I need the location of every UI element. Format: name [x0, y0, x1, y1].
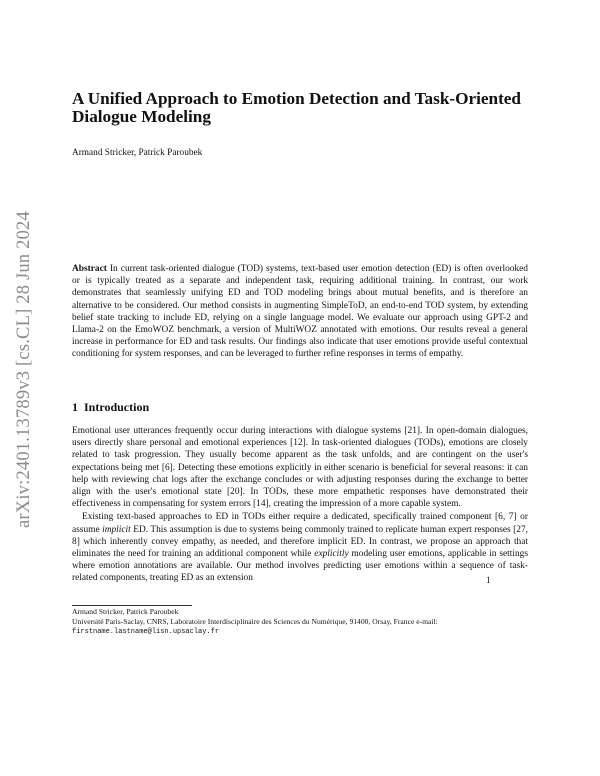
paper-title: A Unified Approach to Emotion Detection and Task-Oriented Dialogue Modeling [72, 89, 521, 126]
section-heading-introduction [72, 400, 149, 415]
abstract-text: In current task-oriented dialogue (TOD) systems, text-based user emotion detection (ED) is often overlooked or is typically treated as a separate and independent task, requiring additional training. In contrast, our work demonstrates that seamlessly unifying ED and TOD modeling brings about mutual benefits, and is therefore an alternative to be considered. Our method consists in augmenting SimpleToD, an end-to-end TOD system, by extending belief state tracking to include ED, relying on a single language model. We evaluate our approach using GPT-2 and Llama-2 on the EmoWOZ benchmark, a version of MultiWOZ annotated with emotions. Our results reveal a general increase in performance for ED and task results. Our findings also indicate that user emotions provide useful contextual conditioning for system responses, and can be leveraged to further refine responses in terms of empathy. [72, 264, 528, 360]
intro-p2-part-c: modeling user emotions, applicable in settings where emotion annotations are available. Our method involves predicting user emotions within a sequence of task-related components, treating ED as an extension [72, 549, 528, 584]
intro-paragraph-1: Emotional user utterances frequently occur during interactions with dialogue systems [21]. In open-domain dialogues, users directly share personal and emotional experiences [12]. In task-oriented dialogues (TODs), emotions are closely related to task progression. They usually become apparent as the task unfolds, and are contingent on the user's expectations being met [6]. Detecting these emotions explicitly in either scenario is beneficial for several reasons: it can help with reviewing chat logs after the exchange concludes or with adjusting responses during the exchange to better align with the user's emotional state [20]. In TODs, these more empathetic responses have demonstrated their effectiveness in compensating for system errors [14], creating the impression of a more capable system. [72, 426, 528, 510]
section-title: Introduction [84, 400, 150, 414]
abstract-label: Abstract [72, 264, 107, 274]
intro-p2-emphasis-implicit: implicit [102, 524, 131, 535]
intro-p2-part-a: Existing text-based approaches to ED in TODs either require a dedicated, specifically trained component [6, 7] or assume [72, 512, 528, 535]
footnote-email[interactable]: firstname.lastname@lisn.upsaclay.fr [72, 628, 220, 637]
section-number: 1 [72, 400, 78, 414]
introduction-body [72, 425, 528, 585]
intro-p2-emphasis-explicitly: explicitly [314, 549, 349, 560]
author-affiliation-footnote [72, 607, 532, 638]
abstract [72, 263, 528, 361]
footnote-affiliation: Université Paris-Saclay, CNRS, Laboratoire Interdisciplinaire des Sciences du Numérique, 91400, Orsay, France e-mail: [72, 617, 438, 627]
footnote-divider [72, 605, 192, 606]
intro-p2-part-b: ED. This assumption is due to systems being commonly trained to replicate human expert responses [27, 8] which inherently convey empathy, as needed, and therefore implicit ED. In contrast, we propose an approach that eliminates the need for training an additional component while [72, 524, 528, 560]
page-number: 1 [486, 575, 491, 585]
footnote-authors: Armand Stricker, Patrick Paroubek [72, 607, 179, 616]
author-list: Armand Stricker, Patrick Paroubek [72, 148, 203, 158]
arxiv-identifier-stamp: arXiv:2401.13789v3 [cs.CL] 28 Jun 2024 [14, 211, 34, 528]
intro-paragraph-2 [72, 511, 528, 584]
